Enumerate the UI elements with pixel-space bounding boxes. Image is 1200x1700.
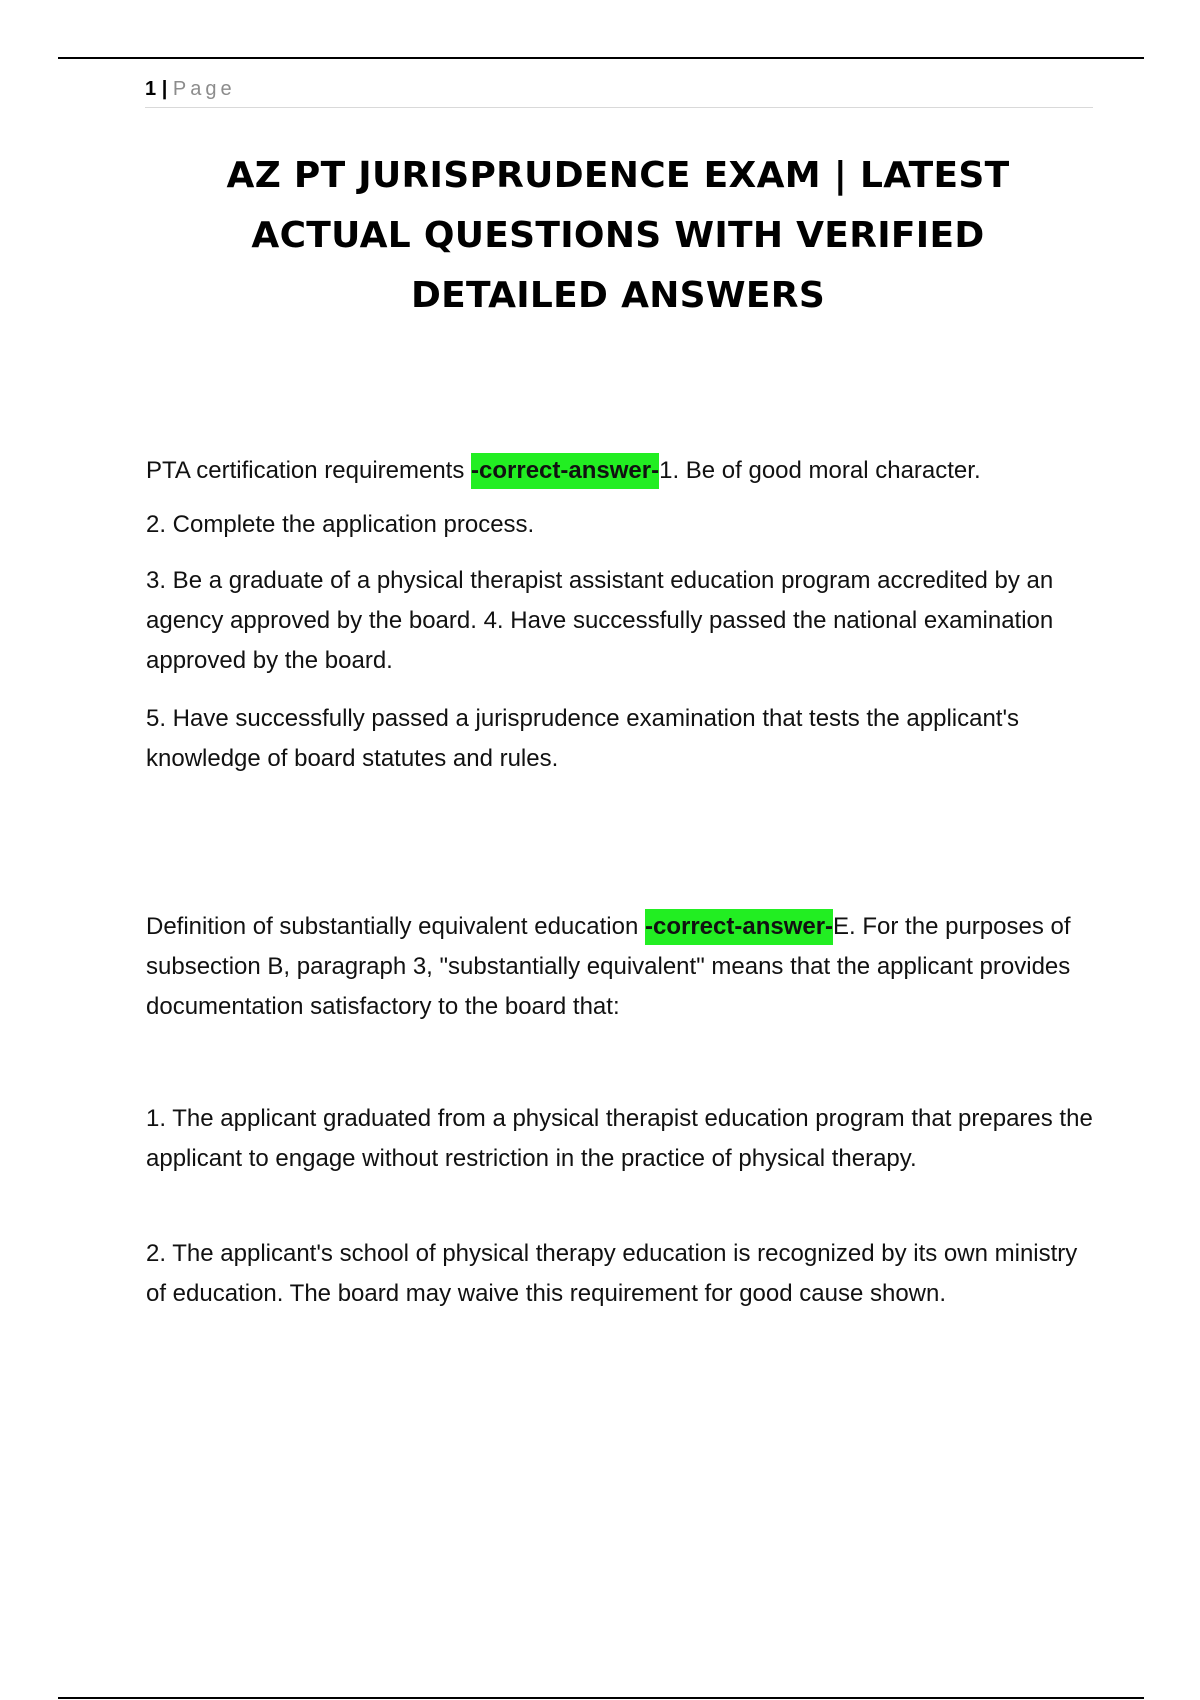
question-2: [146, 907, 1096, 1027]
page-header: [145, 76, 1093, 108]
question-1-answer-item: 5. Have successfully passed a jurisprudence examination that tests the applicant's knowledge of board statutes and rules.: [146, 705, 1020, 772]
document-title: AZ PT JURISPRUDENCE EXAM | LATEST ACTUAL QUESTIONS WITH VERIFIED DETAILED ANSWERS: [226, 155, 1010, 316]
question-2-text: Definition of substantially equivalent education: [146, 913, 645, 940]
question-1-text: PTA certification requirements: [146, 457, 472, 484]
question-2-answer-marker: -correct-answer-: [645, 909, 833, 945]
question-1-answer-start: 1. Be of good moral character.: [659, 457, 981, 484]
page-number: 1: [145, 78, 157, 100]
question-2-answer-start: E. For the purposes of subsection B, paragraph 3, "substantially equivalent" means that the applicant provides documentation satisfactory to the board that:: [146, 913, 1071, 1020]
page-separator: |: [161, 78, 168, 100]
question-1: [146, 451, 1096, 491]
question-1-answer-item: 3. Be a graduate of a physical therapist assistant education program accredited by an agency approved by the board. 4. Have successfully passed the national examination approved by the board.: [146, 567, 1054, 674]
top-rule: [58, 57, 1144, 59]
question-1-answer-item: 2. Complete the application process.: [146, 511, 535, 538]
page-label: Page: [172, 78, 236, 100]
question-2-answer-item: 2. The applicant's school of physical therapy education is recognized by its own ministry of education. The board may waive this requirement for good cause shown.: [146, 1240, 1078, 1307]
question-2-answer-item: 1. The applicant graduated from a physical therapist education program that prepares the applicant to engage without restriction in the practice of physical therapy.: [146, 1105, 1093, 1172]
bottom-rule: [58, 1697, 1144, 1699]
question-1-answer-marker: -correct-answer-: [471, 453, 659, 489]
